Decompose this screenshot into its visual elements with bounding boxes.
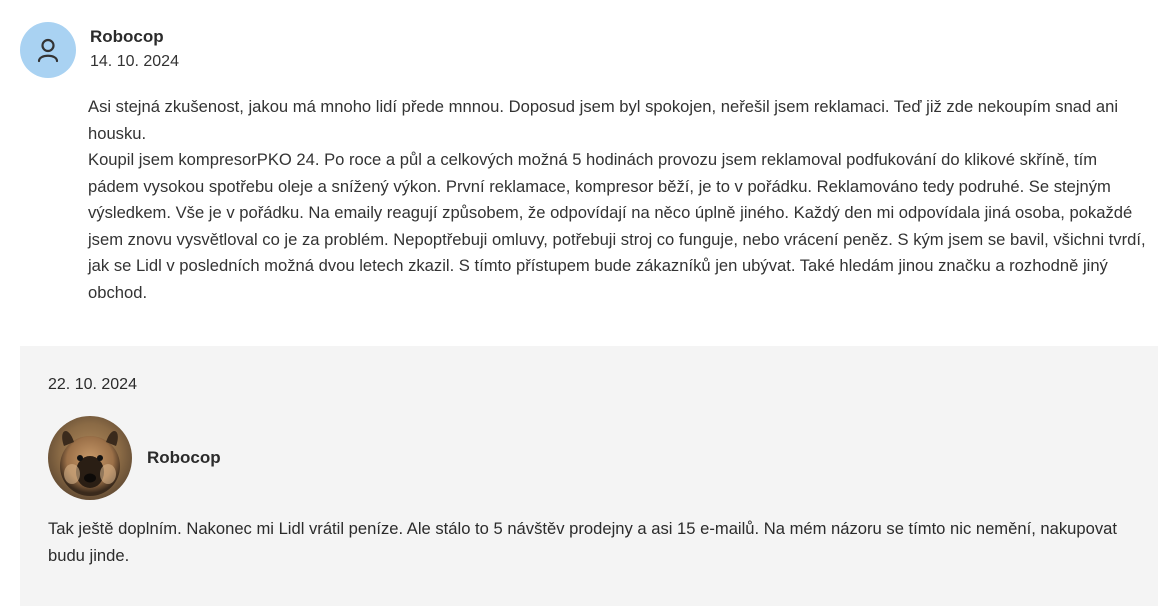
reply-text: Tak ještě doplním. Nakonec mi Lidl vrátil peníze. Ale stálo to 5 návštěv prodejny a asi 15 e-mailů. Na mém názoru se tímto nic nemění, nakupovat budu jinde. bbox=[48, 519, 1117, 565]
reply-card bbox=[20, 346, 1158, 606]
user-icon bbox=[36, 37, 60, 63]
review-text bbox=[88, 94, 1152, 306]
reply-author-row bbox=[48, 416, 221, 500]
review-header bbox=[20, 22, 179, 78]
review-author: Robocop bbox=[90, 27, 164, 46]
review-paragraph: Koupil jsem kompresorPKO 24. Po roce a půl a celkových možná 5 hodinách provozu jsem reklamoval podfukování do klikové skříně, tím pádem vysokou spotřebu oleje a snížený výkon. První reklamace, kompresor běží, je to v pořádku. Reklamováno tedy podruhé. Se stejným výsledkem. Vše je v pořádku. Na emaily reagují způsobem, že odpovídají na něco úplně jiného. Každý den mi odpovídala jiná osoba, pokaždé jsem znovu vysvětloval co je za problém. Nepoptřebuji omluvy, potřebuji stroj co funguje, nebo vrácení peněz. S kým jsem se bavil, všichni tvrdí, jak se Lidl v posledních možná dvou letech zkazil. S tímto přístupem bude zákazníků jen ubývat. Také hledám jinou značku a rozhodně jiný obchod. bbox=[88, 150, 1146, 302]
review-meta bbox=[90, 26, 179, 73]
reply-author: Robocop bbox=[147, 448, 221, 467]
dog-photo-avatar bbox=[48, 416, 132, 500]
avatar bbox=[20, 22, 76, 78]
review-paragraph: Asi stejná zkušenost, jakou má mnoho lidí přede mnnou. Doposud jsem byl spokojen, neřešil jsem reklamaci. Teď již zde nekoupím snad ani housku. bbox=[88, 97, 1119, 143]
review-date: 14. 10. 2024 bbox=[90, 53, 179, 70]
reply-date: 22. 10. 2024 bbox=[48, 376, 137, 393]
